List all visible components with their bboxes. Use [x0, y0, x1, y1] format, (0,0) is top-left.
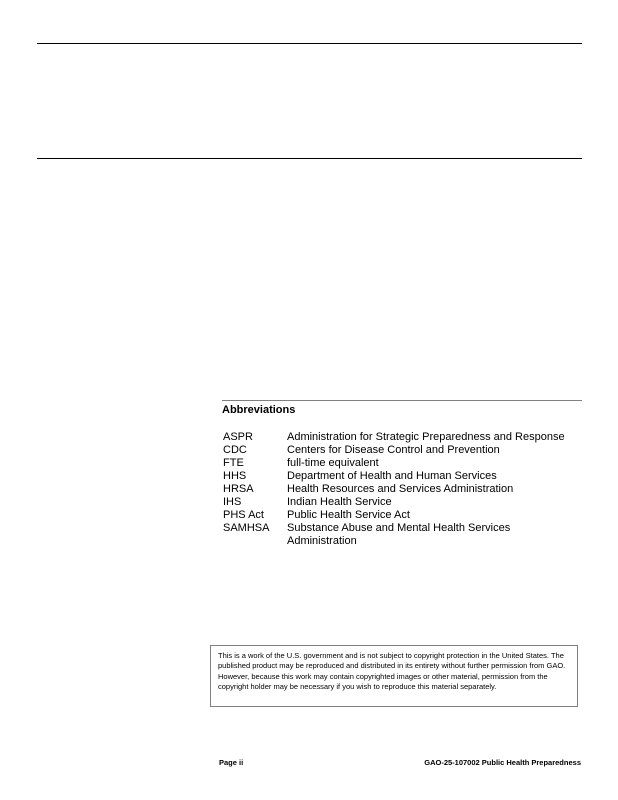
abbreviation-term: SAMHSA: [223, 522, 270, 534]
top-divider: [37, 43, 582, 44]
abbreviation-row: [222, 444, 582, 457]
abbreviation-row: [222, 470, 582, 483]
abbreviations-rule: [222, 400, 582, 401]
page-number: Page ii: [219, 758, 244, 767]
abbreviation-definition: Indian Health Service: [287, 496, 392, 508]
copyright-notice: This is a work of the U.S. government and is not subject to copyright protection in the United States. The published product may be reproduced and distributed in its entirety without further permission from GAO. However, because this work may contain copyrighted images or other material, permission from the copyright holder may be necessary if you wish to reproduce this material separately.: [210, 645, 578, 707]
abbreviation-term: ASPR: [223, 431, 253, 443]
abbreviations-heading: Abbreviations: [222, 404, 296, 416]
abbreviation-term: FTE: [223, 457, 244, 469]
abbreviations-list: [222, 431, 582, 548]
abbreviation-row: [222, 457, 582, 470]
abbreviation-term: HRSA: [223, 483, 254, 495]
abbreviation-term: HHS: [223, 470, 247, 482]
report-identifier: GAO-25-107002 Public Health Preparedness: [424, 758, 581, 767]
abbreviation-definition: Health Resources and Services Administration: [287, 483, 514, 495]
abbreviation-definition: Administration for Strategic Preparedness and Response: [287, 431, 565, 443]
abbreviation-definition: Substance Abuse and Mental Health Services Administration: [287, 522, 511, 547]
header-divider: [37, 158, 582, 159]
abbreviation-term: IHS: [223, 496, 242, 508]
abbreviation-term: CDC: [223, 444, 247, 456]
abbreviation-row: [222, 509, 582, 522]
abbreviations-section: [222, 400, 582, 548]
abbreviation-row: [222, 496, 582, 509]
abbreviation-definition: full-time equivalent: [287, 457, 379, 469]
abbreviation-definition: Public Health Service Act: [287, 509, 410, 521]
abbreviation-term: PHS Act: [223, 509, 264, 521]
abbreviation-row: [222, 522, 582, 548]
abbreviation-row: [222, 431, 582, 444]
abbreviation-definition: Centers for Disease Control and Prevention: [287, 444, 500, 456]
abbreviation-definition: Department of Health and Human Services: [287, 470, 497, 482]
abbreviation-row: [222, 483, 582, 496]
